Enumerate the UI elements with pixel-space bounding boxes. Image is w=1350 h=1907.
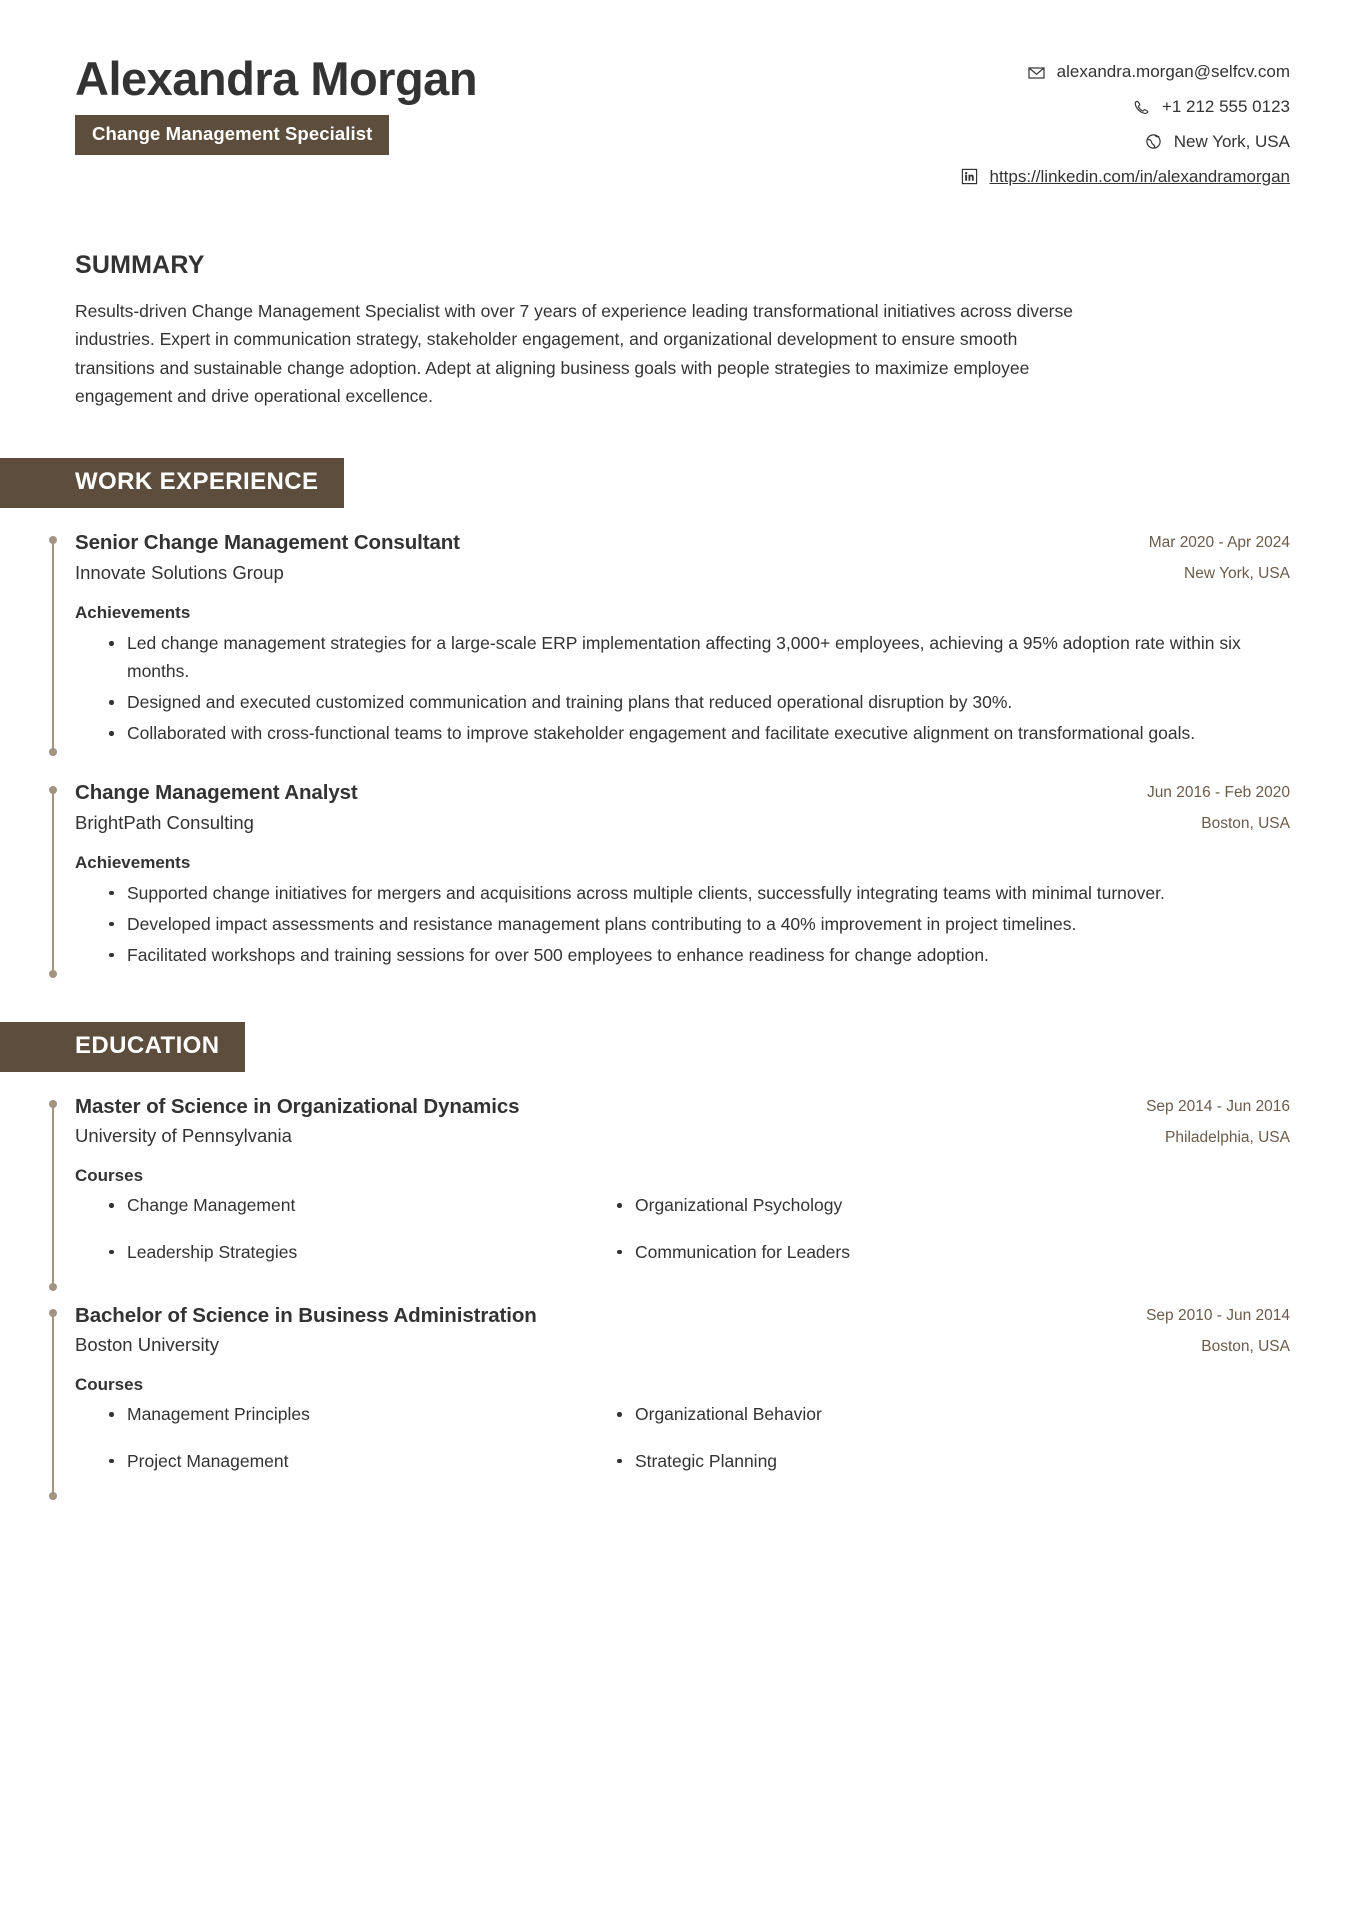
contact-linkedin-link[interactable]: https://linkedin.com/in/alexandramorgan: [989, 166, 1290, 186]
work-entry-location: Boston, USA: [1201, 815, 1290, 833]
course-item: Management Principles: [107, 1401, 615, 1427]
education-entry-header: [75, 1094, 1290, 1149]
work-entry-date: Mar 2020 - Apr 2024: [1148, 534, 1290, 552]
education-entry-date: Sep 2014 - Jun 2016: [1146, 1097, 1290, 1115]
education-banner-wrap: [0, 1022, 1350, 1072]
contact-list: [477, 46, 1290, 187]
contact-item-location: [1144, 132, 1290, 152]
education-entry-header-left: [75, 1303, 1146, 1358]
work-entry-sublabel: Achievements: [75, 603, 191, 623]
work-entry-header-left: [75, 530, 1149, 585]
education-entry-header: [75, 1303, 1290, 1358]
education-entry-date: Sep 2010 - Jun 2014: [1146, 1306, 1290, 1324]
contact-item-email: [1027, 62, 1290, 82]
course-item: Strategic Planning: [615, 1448, 1290, 1474]
work-entry-title: Change Management Analyst: [75, 781, 358, 805]
timeline-dot: [49, 786, 57, 794]
work-entry-header-right: [1147, 780, 1290, 834]
list-item: Facilitated workshops and training sessions for over 500 employees to enhance readiness for change adoption.: [107, 941, 1290, 969]
course-item: Organizational Psychology: [615, 1192, 1290, 1218]
work-entry-date: Jun 2016 - Feb 2020: [1146, 784, 1290, 802]
timeline-dot-end: [49, 970, 57, 978]
work-entry-header-left: [75, 780, 1147, 835]
education-entry-location: Philadelphia, USA: [1165, 1128, 1290, 1146]
work-entry-location: New York, USA: [1184, 565, 1290, 583]
education-entry-header-right: [1146, 1094, 1290, 1148]
education-entry-title: Bachelor of Science in Business Administration: [75, 1303, 537, 1327]
education-entry-courses: [75, 1401, 1290, 1494]
list-item: Designed and executed customized communication and training plans that reduced operational disruption by 30%.: [107, 688, 1290, 716]
education-entry-header-left: [75, 1094, 1146, 1149]
work-entry-header: [75, 530, 1290, 585]
work-experience-banner-wrap: [0, 458, 1350, 508]
course-item: Communication for Leaders: [615, 1239, 1290, 1265]
summary-section: [0, 251, 1350, 410]
education-heading: EDUCATION: [0, 1022, 245, 1072]
contact-location-text: New York, USA: [1173, 131, 1290, 151]
phone-icon: [1132, 98, 1151, 117]
work-entry-organization: Innovate Solutions Group: [75, 561, 284, 583]
education-entry-courses: [75, 1192, 1290, 1285]
course-item: Project Management: [107, 1448, 615, 1474]
work-entry-sublabel: Achievements: [75, 852, 191, 872]
education-entry-organization: University of Pennsylvania: [75, 1125, 292, 1147]
timeline-dot: [49, 1100, 57, 1108]
work-entry-organization: BrightPath Consulting: [75, 811, 254, 833]
list-item: Led change management strategies for a large-scale ERP implementation affecting 3,000+ employees, achieving a 95% adoption rate within six months.: [107, 629, 1290, 685]
timeline-dot-end: [49, 748, 57, 756]
education-entry: [52, 1303, 1290, 1496]
education-entry-organization: Boston University: [75, 1334, 219, 1356]
education-entry-header-right: [1146, 1303, 1290, 1357]
education-entry-location: Boston, USA: [1201, 1337, 1290, 1355]
education-entry-title: Master of Science in Organizational Dynamics: [75, 1094, 520, 1118]
contact-item-linkedin[interactable]: [960, 167, 1291, 187]
linkedin-icon: [960, 167, 979, 186]
education-entry-sublabel: Courses: [75, 1375, 144, 1395]
course-item: Leadership Strategies: [107, 1239, 615, 1265]
work-entry: [52, 530, 1290, 752]
work-entry-achievements: [75, 629, 1290, 747]
timeline-dot: [49, 536, 57, 544]
timeline-line: [52, 1312, 54, 1496]
contact-phone-text: +1 212 555 0123: [1161, 96, 1290, 116]
course-item: Change Management: [107, 1192, 615, 1218]
job-title-badge: Change Management Specialist: [75, 115, 389, 154]
work-experience-heading: WORK EXPERIENCE: [0, 458, 344, 508]
list-item: Collaborated with cross-functional teams to improve stakeholder engagement and facilitate executive alignment on transformational goals.: [107, 719, 1290, 747]
timeline-dot-end: [49, 1492, 57, 1500]
work-entry-title: Senior Change Management Consultant: [75, 531, 460, 555]
education-entry: [52, 1094, 1290, 1287]
globe-icon: [1144, 132, 1163, 151]
work-entry-header: [75, 780, 1290, 835]
timeline-dot-end: [49, 1283, 57, 1291]
page-title: Alexandra Morgan: [75, 52, 478, 105]
education-entries: [0, 1094, 1350, 1496]
contact-email-text: alexandra.morgan@selfcv.com: [1056, 62, 1290, 81]
timeline-line: [52, 1103, 54, 1287]
summary-heading: SUMMARY: [75, 251, 205, 280]
course-item: Organizational Behavior: [615, 1401, 1290, 1427]
contact-item-phone: [1132, 97, 1290, 117]
resume-header: [0, 0, 1350, 187]
work-entry-achievements: [75, 879, 1290, 969]
list-item: Developed impact assessments and resistance management plans contributing to a 40% improvement in project timelines.: [107, 910, 1290, 938]
header-identity: [75, 46, 477, 155]
timeline-line: [52, 789, 54, 974]
work-entry-header-right: [1149, 530, 1290, 584]
timeline-line: [52, 539, 54, 752]
timeline-dot: [49, 1309, 57, 1317]
list-item: Supported change initiatives for mergers and acquisitions across multiple clients, successfully integrating teams with minimal turnover.: [107, 879, 1290, 907]
work-experience-entries: [0, 530, 1350, 973]
work-entry: [52, 780, 1290, 974]
summary-text: Results-driven Change Management Specialist with over 7 years of experience leading transformational initiatives across diverse industries. Expert in communication strategy, stakeholder engagement, and organizational development to ensure smooth transitions and sustainable change adoption. Adept at aligning business goals with people strategies to maximize employee engagement and drive operational excellence.: [75, 301, 1073, 407]
envelope-icon: [1027, 63, 1046, 82]
education-entry-sublabel: Courses: [75, 1166, 144, 1186]
